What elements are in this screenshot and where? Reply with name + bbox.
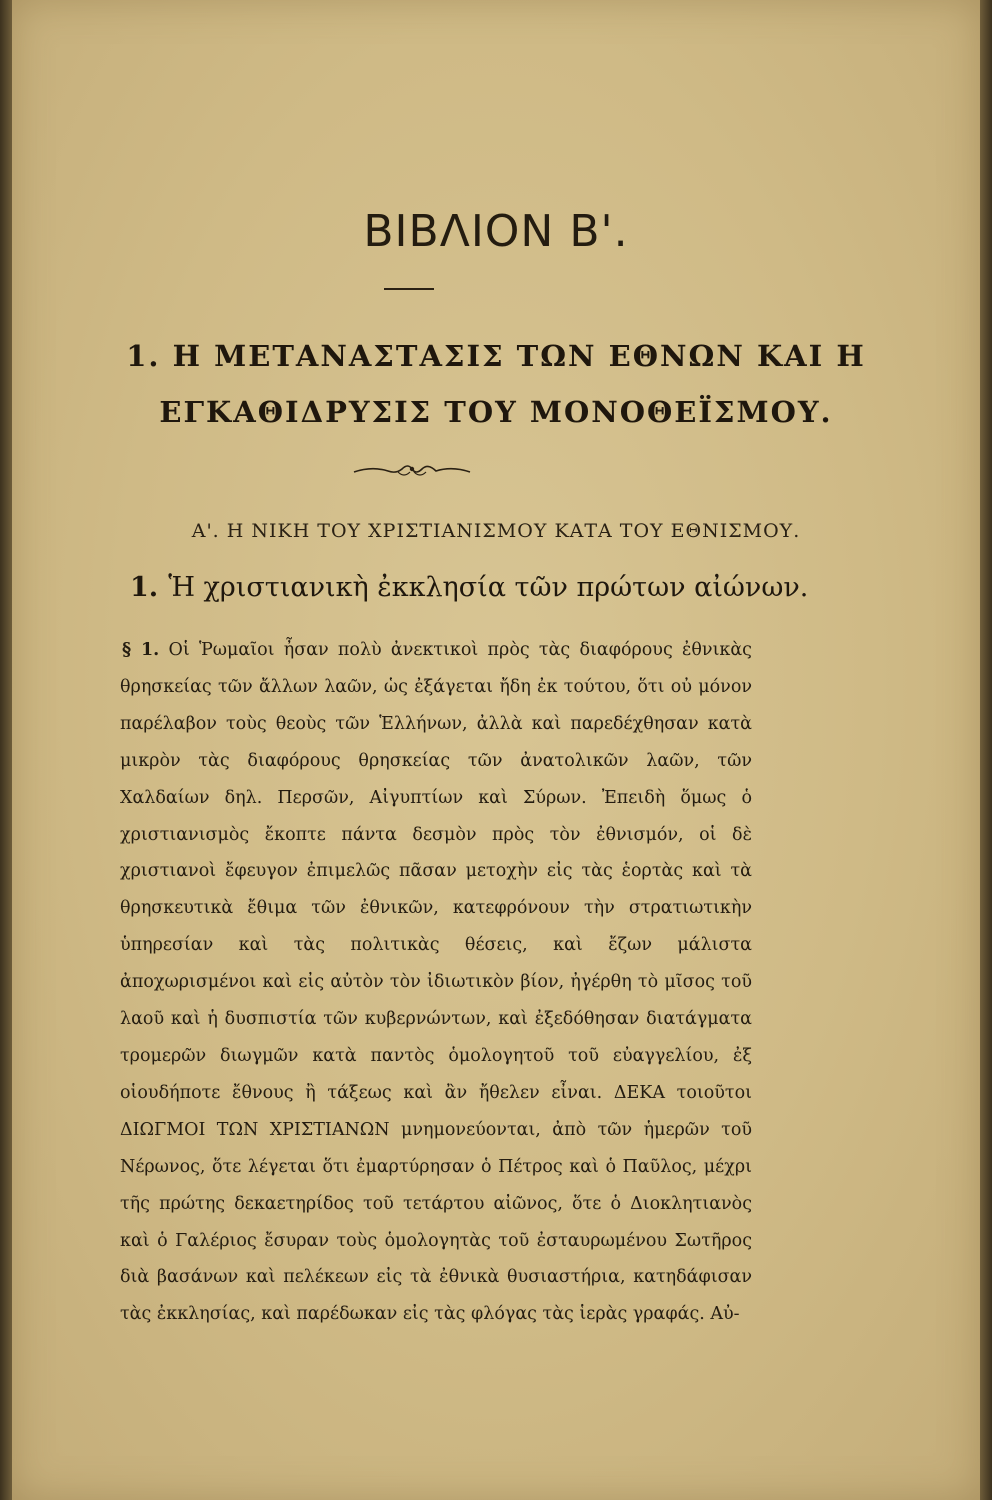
page-edge-left (0, 0, 12, 1500)
paragraph-text: Οἱ Ῥωμαῖοι ἦσαν πολὺ ἀνεκτικοὶ πρὸς τὰς διαφόρους ἐθνικὰς θρησκείας τῶν ἄλλων λαῶν, ὡς ἐξάγεται ἤδη ἐκ τούτου, ὅτι οὐ μόνον παρέλαβον τοὺς θεοὺς τῶν Ἑλλήνων, ἀλλὰ καὶ παρεδέχθησαν κατὰ μικρὸν τὰς διαφόρους θρησκείας τῶν ἀνατολικῶν λαῶν, τῶν Χαλδαίων δηλ. Περσῶν, Αἰγυπτίων καὶ Σύρων. Ἐπειδὴ ὅμως ὁ χριστιανισμὸς ἔκοπτε πάντα δεσμὸν πρὸς τὸν ἐθνισμόν, οἱ δὲ χριστιανοὶ ἔφευγον ἐπιμελῶς πᾶσαν μετοχὴν εἰς τὰς ἑορτὰς καὶ τὰ θρησκευτικὰ ἔθιμα τῶν ἐθνικῶν, κατεφρόνουν τὴν στρατιωτικὴν ὑπηρεσίαν καὶ τὰς πολιτικὰς θέσεις, καὶ ἔζων μάλιστα ἀποχωρισμένοι καὶ εἰς αὐτὸν τὸν ἰδιωτικὸν βίον, ἠγέρθη τὸ μῖσος τοῦ λαοῦ καὶ ἡ δυσπιστία τῶν κυβερνώντων, καὶ ἐξεδόθησαν διατάγματα τρομερῶν διωγμῶν κατὰ παντὸς ὁμολογητοῦ τοῦ εὐαγγελίου, ἐξ οἱουδήποτε ἔθνους ἢ τάξεως καὶ ἂν ἤθελεν εἶναι. ΔΕΚΑ τοιοῦτοι ΔΙΩΓΜΟΙ ΤΩΝ ΧΡΙΣΤΙΑΝΩΝ μνημονεύονται, ἀπὸ τῶν ἡμερῶν τοῦ Νέρωνος, ὅτε λέγεται ὅτι ἐμαρτύρησαν ὁ Πέτρος καὶ ὁ Παῦλος, μέχρι τῆς πρώτης δεκαετηρίδος τοῦ τετάρτου αἰῶνος, ὅτε ὁ Διοκλητιανὸς καὶ ὁ Γαλέριος ἔσυραν τοὺς ὁμολογητὰς τοῦ ἐσταυρωμένου Σωτῆρος διὰ βασάνων καὶ πελέκεων εἰς τὰ ἐθνικὰ θυσιαστήρια, κατηδάφισαν τὰς ἐκκλησίας, καὶ παρέδωκαν εἰς τὰς φλόγας τὰς ἱερὰς γραφάς. Αὐ- (120, 640, 752, 1325)
subsection-title: Ἡ χριστιανικὴ ἐκκλησία τῶν πρώτων αἰώνων. (168, 572, 809, 603)
chapter-title-line-1: 1. Η ΜΕΤΑΝΑΣΤΑΣΙΣ ΤΩΝ ΕΘΝΩΝ ΚΑΙ Η (126, 339, 866, 373)
chapter-title (12, 328, 980, 440)
decorative-flourish-icon (352, 458, 472, 482)
subsection-heading (130, 572, 808, 603)
body-paragraph (120, 632, 752, 1333)
title-divider (384, 288, 434, 290)
chapter-title-line-2: ΕΓΚΑΘΙΔΡΥΣΙΣ ΤΟΥ ΜΟΝΟΘΕΪΣΜΟΥ. (159, 395, 833, 429)
subsection-number: 1. (130, 572, 159, 603)
page-edge-right (980, 0, 992, 1500)
paragraph-mark: § 1. (122, 640, 160, 660)
document-page (12, 0, 980, 1500)
section-heading: Α'. Η ΝΙΚΗ ΤΟΥ ΧΡΙΣΤΙΑΝΙΣΜΟΥ ΚΑΤΑ ΤΟΥ ΕΘΝΙΣΜΟΥ. (191, 520, 801, 542)
book-title: ΒΙΒΛΙΟΝ Β'. (363, 206, 629, 257)
